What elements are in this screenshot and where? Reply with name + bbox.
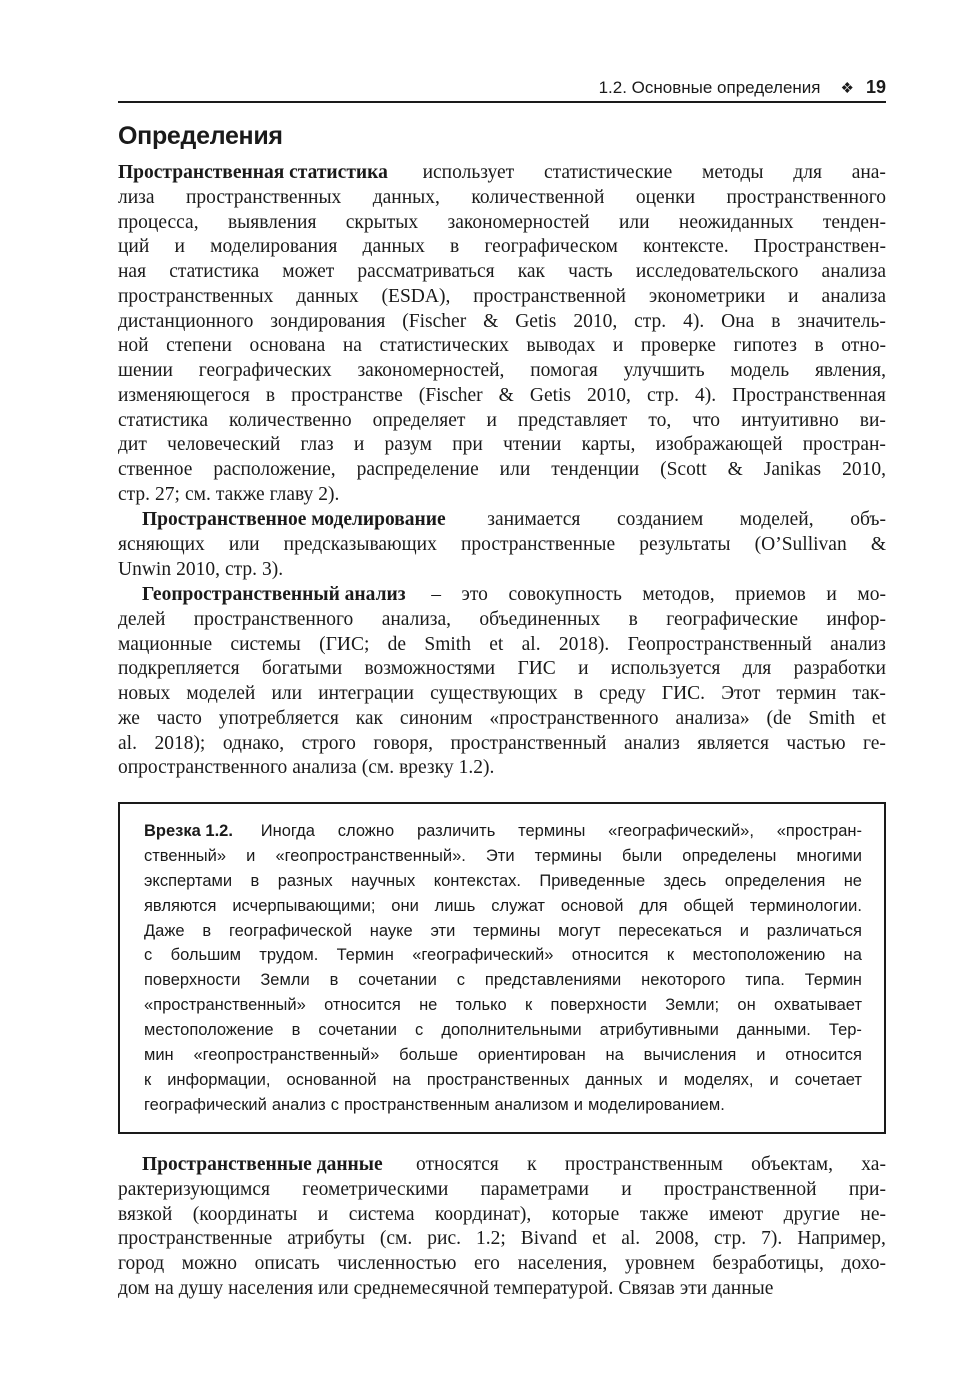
text-line: дом на душу населения или среднемесячной температурой. Связав эти данные — [118, 1277, 774, 1299]
paragraph-spatial-modeling — [118, 508, 886, 582]
text-line: ственное расположение, распределение или тенденции (Scott & Janikas 2010, — [118, 459, 886, 480]
text-line: пространственные атрибуты (см. рис. 1.2; Bivand et al. 2008, стр. 7). Например, — [118, 1228, 886, 1250]
text-line: ной степени основана на статистических выводах и проверке гипотез в отно- — [118, 335, 886, 357]
text-line: ций и моделирования данных в географическом контексте. Пространствен- — [118, 236, 886, 258]
text-line: же часто употребляется как синоним «пространственного анализа» (de Smith et — [118, 707, 886, 729]
text-line: изменяющегося в пространстве (Fischer & Getis 2010, стр. 4). Пространственная — [118, 384, 886, 406]
text-line: ясняющих или предсказывающих пространственные результаты (O’Sullivan & — [118, 533, 886, 555]
running-header — [118, 76, 886, 103]
text-line: экспертами в разных научных контекстах. Приведенные здесь определения не — [144, 871, 862, 890]
text-line: дит человеческий глаз и разум при чтении карты, изображающей простран- — [118, 434, 886, 456]
text-line: опространственного анализа (см. врезку 1.2). — [118, 757, 495, 779]
term-bold: Пространственная статистика — [118, 162, 388, 183]
text-line: рактеризующимся геометрическими параметрами и пространственной при- — [118, 1178, 886, 1200]
text-line: к информации, основанной на пространственных данных и моделях, и сочетает — [144, 1070, 862, 1089]
section-title: 1.2. Основные определения — [598, 78, 821, 97]
text-line: мин «геопространственный» больше ориентирован на вычисления и относится — [144, 1046, 862, 1065]
text-line: делей пространственного анализа, объединенных в географические инфор- — [118, 608, 886, 630]
ornament-icon: ❖ — [840, 80, 854, 97]
text-line: географический анализ с пространственным анализом и моделированием. — [144, 1095, 725, 1114]
text-line: шении географических закономерностей, помогая улучшить модель явления, — [118, 360, 886, 381]
text-line: Пространственная статистика использует статистические методы для ана- — [118, 161, 886, 186]
sidebar-box-1-2 — [118, 802, 886, 1134]
text-line: ственный» и «геопространственный». Эти термины были определены многими — [144, 846, 862, 865]
text-line: являются исчерпывающими; они лишь служат основой для общей терминологии. — [144, 896, 862, 915]
term-bold: Геопространственный анализ — [142, 584, 406, 605]
text-line: Пространственное моделирование занимается созданием моделей, объ- — [118, 508, 886, 533]
text-line: новых моделей или интеграции существующих в среду ГИС. Этот термин так- — [118, 683, 886, 704]
text-line: Врезка 1.2. Иногда сложно различить термины «географический», «простран- — [144, 819, 862, 844]
text-line: подкрепляется богатыми возможностями ГИС и используется для разработки — [118, 658, 886, 680]
text-line: пространственных данных (ESDA), пространственной эконометрики и анализа — [118, 285, 886, 307]
text-line: al. 2018); однако, строго говоря, пространственный анализ является частью ге- — [118, 732, 886, 754]
paragraph-geospatial-analysis — [118, 583, 886, 781]
term-bold: Пространственное моделирование — [142, 509, 446, 530]
term-bold: Врезка 1.2. — [144, 822, 233, 840]
text-line: Геопространственный анализ – это совокупность методов, приемов и мо- — [118, 583, 886, 608]
text-line: местоположение в сочетании с дополнительными атрибутивными данными. Тер- — [144, 1021, 862, 1040]
text-line: мационные системы (ГИС; de Smith et al. 2018). Геопространственный анализ — [118, 633, 886, 655]
text-line: дистанционного зондирования (Fischer & Getis 2010, стр. 4). Она в значитель- — [118, 310, 886, 332]
text-line: лиза пространственных данных, количественной оценки пространственного — [118, 186, 886, 208]
term-bold: Пространственные данные — [142, 1154, 383, 1175]
paragraph-spatial-statistics — [118, 161, 886, 508]
text-line: статистика количественно определяет и представляет то, что интуитивно ви- — [118, 409, 886, 431]
text-line: Unwin 2010, стр. 3). — [118, 558, 284, 580]
text-line: город можно описать численностью его населения, уровнем безработицы, дохо- — [118, 1253, 886, 1274]
sidebar-box-text — [144, 819, 862, 1118]
text-line: «пространственный» относится не только к поверхности Земли; он охватывает — [144, 996, 862, 1015]
text-line: Пространственные данные относятся к пространственным объектам, ха- — [118, 1153, 886, 1178]
text-line: поверхности Земли в сочетании с представлениями некоторого типа. Термин — [144, 971, 862, 990]
page-number: 19 — [865, 77, 886, 97]
text-line: с большим трудом. Термин «географический» относится к местоположению на — [144, 946, 862, 965]
text-line: процесса, выявления скрытых закономерностей или неожиданных тенден- — [118, 211, 886, 233]
text-line: вязкой (координаты и система координат), которые также имеют другие не- — [118, 1203, 886, 1225]
text-line: стр. 27; см. также главу 2). — [118, 483, 340, 505]
text-line: Даже в географической науке эти термины могут пересекаться и различаться — [144, 921, 862, 940]
section-heading: Определения — [118, 122, 283, 150]
paragraph-spatial-data — [118, 1153, 886, 1302]
text-line: ная статистика может рассматриваться как часть исследовательского анализа — [118, 261, 886, 282]
